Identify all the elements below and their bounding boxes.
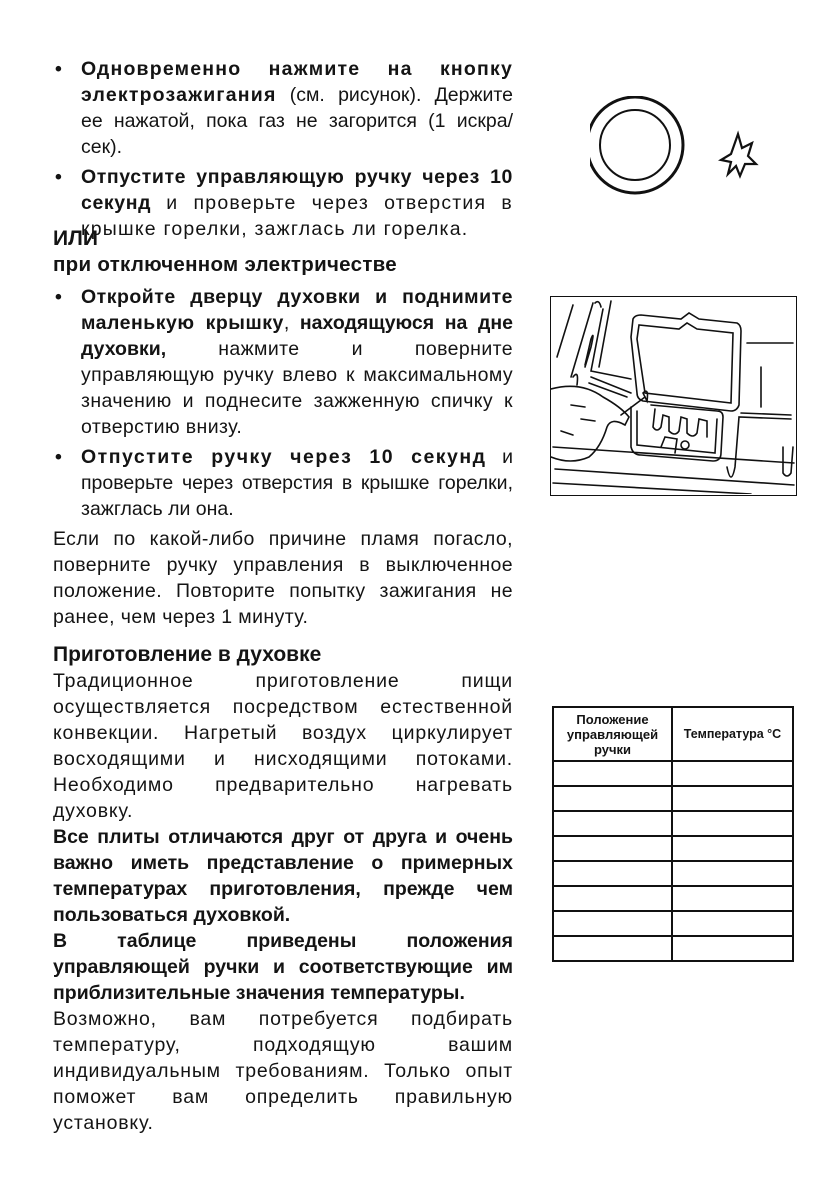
bold-note: Все плиты отличаются друг от друга и очень важно иметь представление о примерных температурах приготовления, прежде чем пользоваться духовкой. bbox=[53, 826, 513, 926]
closing-paragraph: Возможно, вам потребуется подбирать температуру, подходящую вашим индивидуальным требованиям. Только опыт поможет вам определить правильную установку. bbox=[53, 1008, 513, 1134]
table-row bbox=[553, 911, 793, 936]
oven-cooking-section bbox=[53, 642, 513, 1136]
ignition-button-icon bbox=[590, 96, 770, 196]
table-row bbox=[553, 886, 793, 911]
step-bold-text: Отпустите управляющую ручку через 10 секунд bbox=[81, 166, 513, 214]
oven-bottom-illustration bbox=[551, 297, 796, 494]
step-text: нажмите и поверните управляющую ручку влево к максимальному значению и поднесите зажженную спичку к отверстию внизу. bbox=[81, 338, 513, 438]
spark-icon bbox=[721, 134, 756, 176]
cell-temperature bbox=[672, 861, 793, 886]
cell-knob-position bbox=[553, 761, 672, 786]
table-header-row bbox=[553, 707, 793, 761]
table-row bbox=[553, 861, 793, 886]
cell-temperature bbox=[672, 786, 793, 811]
cell-knob-position bbox=[553, 886, 672, 911]
table-row bbox=[553, 811, 793, 836]
oven-bottom-figure bbox=[550, 296, 797, 496]
cell-knob-position bbox=[553, 836, 672, 861]
flame-out-paragraph: Если по какой-либо причине пламя погасло, поверните ручку управления в выключенное положение. Повторите попытку зажигания не ранее, чем через 1 минуту. bbox=[53, 528, 513, 628]
ignition-button-figure bbox=[590, 96, 770, 196]
cell-knob-position bbox=[553, 911, 672, 936]
cell-temperature bbox=[672, 911, 793, 936]
section-title: Приготовление в духовке bbox=[53, 643, 322, 666]
ignition-step bbox=[53, 56, 513, 160]
manual-ignition-section bbox=[53, 226, 513, 630]
step-bold-text: Отпустите ручку через 10 секунд bbox=[81, 446, 487, 468]
comma: , bbox=[283, 312, 300, 334]
table-row bbox=[553, 836, 793, 861]
manual-steps-list bbox=[53, 284, 513, 522]
cell-temperature bbox=[672, 886, 793, 911]
step-bold-text: Откройте дверцу духовки и поднимите маленькую крышку bbox=[81, 286, 513, 334]
cell-knob-position bbox=[553, 861, 672, 886]
cell-knob-position bbox=[553, 786, 672, 811]
no-power-heading: при отключенном электричестве bbox=[53, 253, 397, 276]
cell-temperature bbox=[672, 936, 793, 961]
intro-paragraph: Традиционное приготовление пищи осуществляется посредством естественной конвекции. Нагретый воздух циркулирует восходящими и нисходящими потоками. Необходимо предварительно нагревать духовку. bbox=[53, 670, 513, 822]
table-row bbox=[553, 786, 793, 811]
manual-step bbox=[53, 284, 513, 440]
step-text: и проверьте через отверстия в крышке горелки, зажглась ли горелка. bbox=[81, 192, 513, 240]
step-bold-text: находящуюся на дне духовки, bbox=[81, 312, 513, 360]
knob-temperature-table bbox=[552, 706, 794, 962]
table-row bbox=[553, 936, 793, 961]
step-text: и проверьте через отверстия в крышке горелки, зажглась ли она. bbox=[81, 446, 513, 520]
table-row bbox=[553, 761, 793, 786]
ignition-steps-list bbox=[53, 56, 513, 242]
cell-temperature bbox=[672, 811, 793, 836]
step-text: (см. рисунок). Держите ее нажатой, пока газ не загорится (1 искра/сек). bbox=[81, 84, 513, 158]
manual-step bbox=[53, 444, 513, 522]
header-temperature: Температура °C bbox=[672, 707, 793, 761]
cell-temperature bbox=[672, 761, 793, 786]
header-knob-position: Положение управляющей ручки bbox=[553, 707, 672, 761]
cell-temperature bbox=[672, 836, 793, 861]
ignition-instructions bbox=[53, 56, 513, 246]
cell-knob-position bbox=[553, 811, 672, 836]
table-note: В таблице приведены положения управляющей ручки и соответствующие им приблизительные значения температуры. bbox=[53, 930, 513, 1004]
step-bold-text: Одновременно нажмите на кнопку электрозажигания bbox=[81, 58, 513, 106]
or-heading: ИЛИ bbox=[53, 227, 98, 250]
cell-knob-position bbox=[553, 936, 672, 961]
